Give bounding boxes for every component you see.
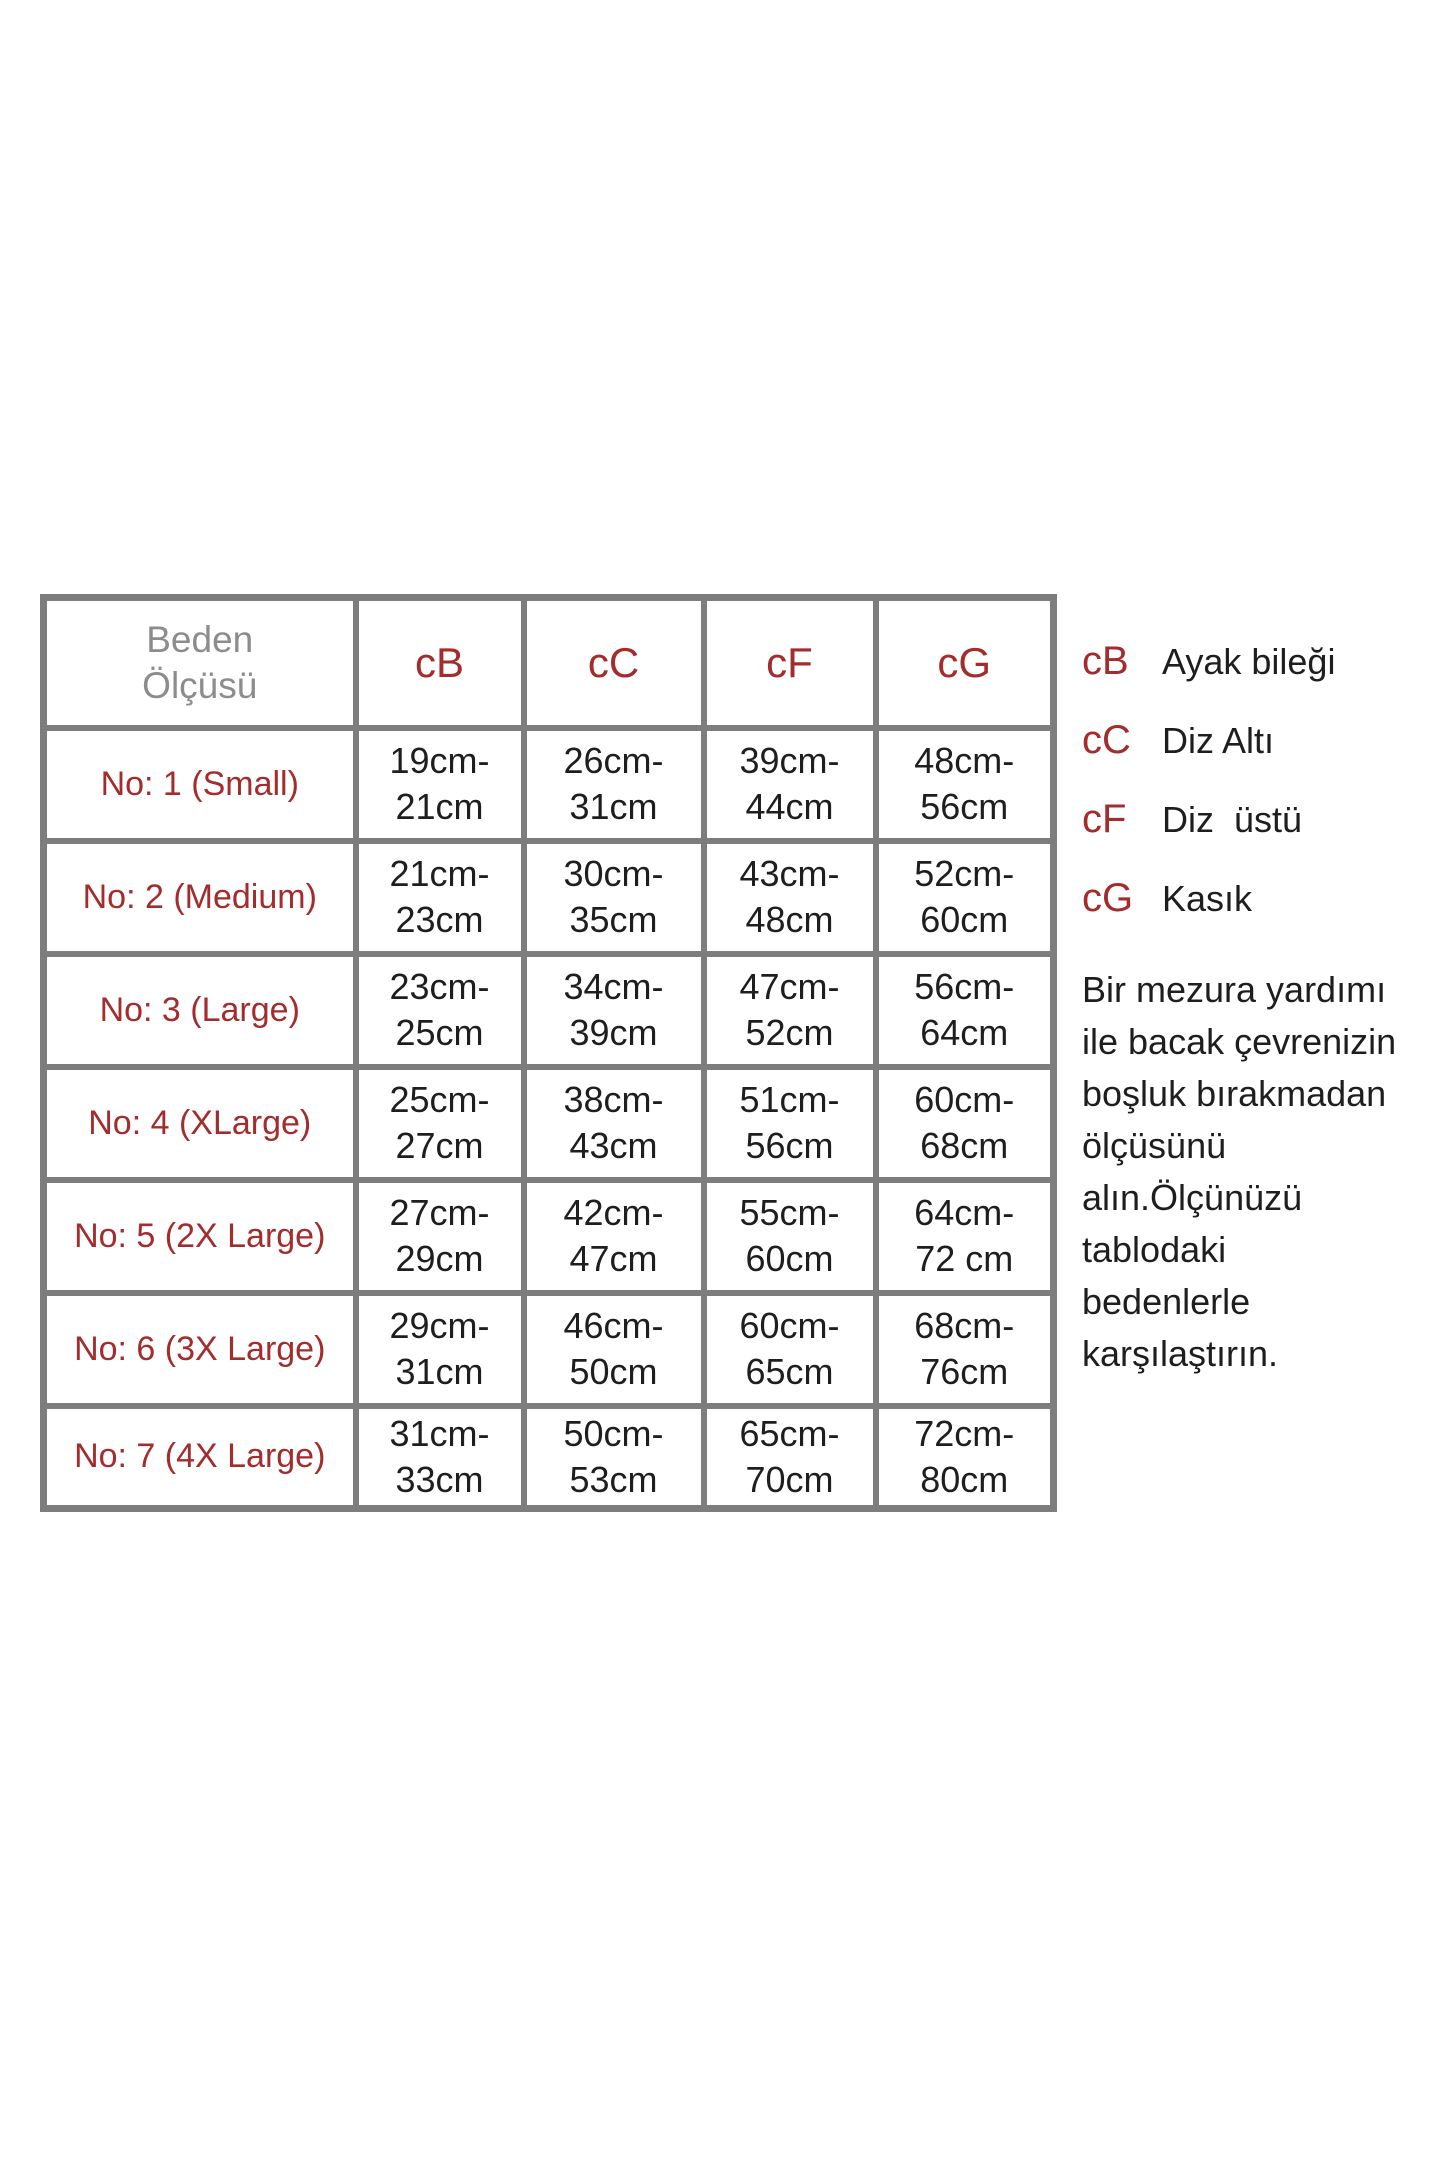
legend-label-diz-alti: Diz Altı (1162, 719, 1275, 761)
measure-range-from: 64cm- (914, 1192, 1015, 1233)
column-header-cf: cF (704, 598, 876, 728)
measure-cell-cb (356, 954, 524, 1067)
measure-range-from: 60cm- (914, 1079, 1015, 1120)
row-label: No: 2 (Medium) (44, 841, 356, 954)
corner-header-beden-olcusu (44, 598, 356, 728)
measure-cell-cc (524, 728, 704, 841)
measure-range-from: 29cm- (389, 1305, 490, 1346)
measure-range-from: 27cm- (389, 1192, 490, 1233)
note-line: boşluk bırakmadan (1082, 1073, 1387, 1114)
measure-range-to: 68cm (920, 1125, 1009, 1166)
measure-range-to: 48cm (745, 899, 834, 940)
measurement-note (1082, 964, 1440, 1380)
legend-item-cg (1082, 859, 1440, 938)
legend-label-ayak-bilegi: Ayak bileği (1162, 640, 1336, 682)
table-row-size-1 (44, 728, 1054, 841)
table-row-size-5 (44, 1180, 1054, 1293)
measure-range-from: 21cm- (389, 853, 490, 894)
measure-range-from: 55cm- (739, 1192, 840, 1233)
measure-range-from: 19cm- (389, 740, 490, 781)
legend-item-cc (1082, 701, 1440, 780)
measure-cell-cg (876, 1293, 1054, 1406)
measure-range-from: 65cm- (739, 1412, 840, 1454)
measure-range-from: 43cm- (739, 853, 840, 894)
table-row-size-4 (44, 1067, 1054, 1180)
legend-item-cb (1082, 622, 1440, 701)
measure-range-from: 38cm- (563, 1079, 664, 1120)
note-line: karşılaştırın. (1082, 1333, 1279, 1374)
legend-label-diz-ustu: Diz üstü (1162, 798, 1303, 840)
measure-cell-cg (876, 1406, 1054, 1509)
note-line: bedenlerle (1082, 1281, 1251, 1322)
measure-range-to: 35cm (569, 899, 658, 940)
measure-range-to: 56cm (745, 1125, 834, 1166)
measure-range-from: 25cm- (389, 1079, 490, 1120)
legend-item-cf (1082, 780, 1440, 859)
legend-label-kasik: Kasık (1162, 877, 1253, 919)
measure-cell-cb (356, 1067, 524, 1180)
measure-cell-cb (356, 841, 524, 954)
column-header-cc: cC (524, 598, 704, 728)
measure-range-from: 50cm- (563, 1412, 664, 1454)
column-header-cg: cG (876, 598, 1054, 728)
measure-range-to: 64cm (920, 1012, 1009, 1053)
measure-cell-cc (524, 1293, 704, 1406)
measure-range-from: 34cm- (563, 966, 664, 1007)
measure-cell-cg (876, 1180, 1054, 1293)
row-label: No: 1 (Small) (44, 728, 356, 841)
corner-header-line1: Beden (146, 618, 254, 660)
legend-code-cc: cC (1082, 718, 1131, 762)
measure-cell-cc (524, 954, 704, 1067)
table-row-size-3 (44, 954, 1054, 1067)
measure-range-to: 31cm (395, 1351, 484, 1392)
table-header-row (44, 598, 1054, 728)
measure-cell-cg (876, 1067, 1054, 1180)
measure-range-from: 42cm- (563, 1192, 664, 1233)
measure-range-from: 26cm- (563, 740, 664, 781)
legend-panel (1082, 622, 1440, 1380)
measure-range-to: 39cm (569, 1012, 658, 1053)
measure-range-to: 72 cm (915, 1238, 1014, 1279)
measure-range-to: 23cm (395, 899, 484, 940)
measure-cell-cg (876, 728, 1054, 841)
legend-code-cf: cF (1082, 797, 1127, 841)
measure-range-to: 53cm (569, 1458, 658, 1500)
measure-range-to: 25cm (395, 1012, 484, 1053)
measure-range-from: 68cm- (914, 1305, 1015, 1346)
measure-range-to: 80cm (920, 1458, 1009, 1500)
measure-cell-cf (704, 954, 876, 1067)
measure-cell-cc (524, 841, 704, 954)
measure-range-to: 21cm (395, 786, 484, 827)
measure-range-from: 46cm- (563, 1305, 664, 1346)
column-header-cb: cB (356, 598, 524, 728)
measure-range-from: 60cm- (739, 1305, 840, 1346)
note-line: tablodaki (1082, 1229, 1227, 1270)
measure-range-from: 31cm- (389, 1412, 490, 1454)
measure-range-to: 76cm (920, 1351, 1009, 1392)
measure-range-to: 33cm (395, 1458, 484, 1500)
measure-cell-cf (704, 728, 876, 841)
measure-range-from: 48cm- (914, 740, 1015, 781)
table-row-size-7 (44, 1406, 1054, 1509)
measure-range-from: 47cm- (739, 966, 840, 1007)
measure-range-to: 60cm (745, 1238, 834, 1279)
measure-range-to: 44cm (745, 786, 834, 827)
measure-range-to: 70cm (745, 1458, 834, 1500)
measure-range-to: 56cm (920, 786, 1009, 827)
measure-range-from: 56cm- (914, 966, 1015, 1007)
measure-cell-cb (356, 1293, 524, 1406)
table-row-size-2 (44, 841, 1054, 954)
measure-cell-cb (356, 1406, 524, 1509)
note-line: ölçüsünü (1082, 1125, 1227, 1166)
measure-range-to: 60cm (920, 899, 1009, 940)
measure-cell-cb (356, 1180, 524, 1293)
measure-range-to: 43cm (569, 1125, 658, 1166)
measure-cell-cc (524, 1067, 704, 1180)
measure-cell-cc (524, 1180, 704, 1293)
row-label: No: 3 (Large) (44, 954, 356, 1067)
size-table (40, 594, 1057, 1512)
measure-range-from: 51cm- (739, 1079, 840, 1120)
table-row-size-6 (44, 1293, 1054, 1406)
legend-code-cg: cG (1082, 876, 1134, 920)
measure-range-from: 39cm- (739, 740, 840, 781)
measure-range-from: 30cm- (563, 853, 664, 894)
measure-cell-cf (704, 841, 876, 954)
measure-cell-cf (704, 1067, 876, 1180)
corner-header-line2: Ölçüsü (142, 664, 258, 706)
measure-range-to: 29cm (395, 1238, 484, 1279)
measure-range-to: 50cm (569, 1351, 658, 1392)
measure-cell-cg (876, 841, 1054, 954)
row-label: No: 5 (2X Large) (44, 1180, 356, 1293)
note-line: Bir mezura yardımı (1082, 969, 1387, 1010)
measure-cell-cf (704, 1406, 876, 1509)
measure-cell-cb (356, 728, 524, 841)
note-line: alın.Ölçünüzü (1082, 1177, 1303, 1218)
measure-range-to: 47cm (569, 1238, 658, 1279)
note-line: ile bacak çevrenizin (1082, 1021, 1397, 1062)
measure-cell-cf (704, 1180, 876, 1293)
measure-cell-cg (876, 954, 1054, 1067)
measure-range-to: 52cm (745, 1012, 834, 1053)
legend-code-cb: cB (1082, 639, 1129, 683)
measure-range-from: 23cm- (389, 966, 490, 1007)
measure-cell-cf (704, 1293, 876, 1406)
row-label: No: 7 (4X Large) (44, 1406, 356, 1509)
row-label: No: 6 (3X Large) (44, 1293, 356, 1406)
measure-range-to: 27cm (395, 1125, 484, 1166)
measure-range-to: 31cm (569, 786, 658, 827)
row-label: No: 4 (XLarge) (44, 1067, 356, 1180)
measure-range-to: 65cm (745, 1351, 834, 1392)
measure-range-from: 72cm- (914, 1412, 1015, 1454)
measure-range-from: 52cm- (914, 853, 1015, 894)
measure-cell-cc (524, 1406, 704, 1509)
